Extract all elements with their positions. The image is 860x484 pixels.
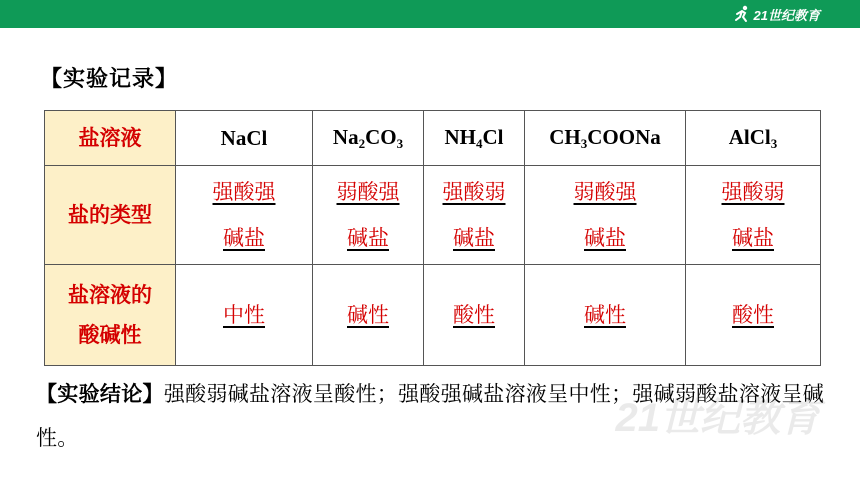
- nature-cell: 碱性: [313, 265, 424, 366]
- nature-cell: 中性: [176, 265, 313, 366]
- salt-cell-nh4cl: $NH_4Cl$: [424, 111, 525, 166]
- table-row: [45, 265, 821, 366]
- type-cell: 弱酸强 碱盐: [313, 166, 424, 265]
- experiment-record-table: [44, 110, 821, 366]
- table-row: [45, 166, 821, 265]
- conclusion-text: 强酸弱碱盐溶液呈酸性；强酸强碱盐溶液呈中性；强碱弱酸盐溶液呈碱性。: [36, 382, 825, 450]
- type-cell: 强酸强 碱盐: [176, 166, 313, 265]
- type-cell: 强酸弱 碱盐: [686, 166, 821, 265]
- salt-cell-alcl3: AlCl$_3$: [686, 111, 821, 166]
- top-banner: [0, 0, 860, 28]
- salt-cell-ch3coona: $CH_3COONa$: [525, 111, 686, 166]
- conclusion-paragraph: [36, 372, 836, 460]
- brand-logo: [733, 3, 820, 25]
- row-header-acidity: 盐溶液的 酸碱性: [45, 265, 176, 366]
- logo-text: 21世纪教育: [753, 7, 820, 23]
- type-cell: 弱酸强 碱盐: [525, 166, 686, 265]
- salt-cell-na2co3: $Na_2CO_3$: [313, 111, 424, 166]
- section-title: 【实验记录】: [40, 67, 179, 92]
- type-cell: 强酸弱 碱盐: [424, 166, 525, 265]
- nature-cell: 酸性: [424, 265, 525, 366]
- nature-cell: 酸性: [686, 265, 821, 366]
- row-header-salt-type: 盐的类型: [45, 166, 176, 265]
- watermark: 21世纪教育: [615, 396, 820, 440]
- table-row: [45, 111, 821, 166]
- nature-cell: 碱性: [525, 265, 686, 366]
- row-header-solution: 盐溶液: [45, 111, 176, 166]
- salt-cell-nacl: NaCl: [176, 111, 313, 166]
- conclusion-tag: 【实验结论】: [36, 382, 164, 406]
- runner-icon: [733, 5, 751, 23]
